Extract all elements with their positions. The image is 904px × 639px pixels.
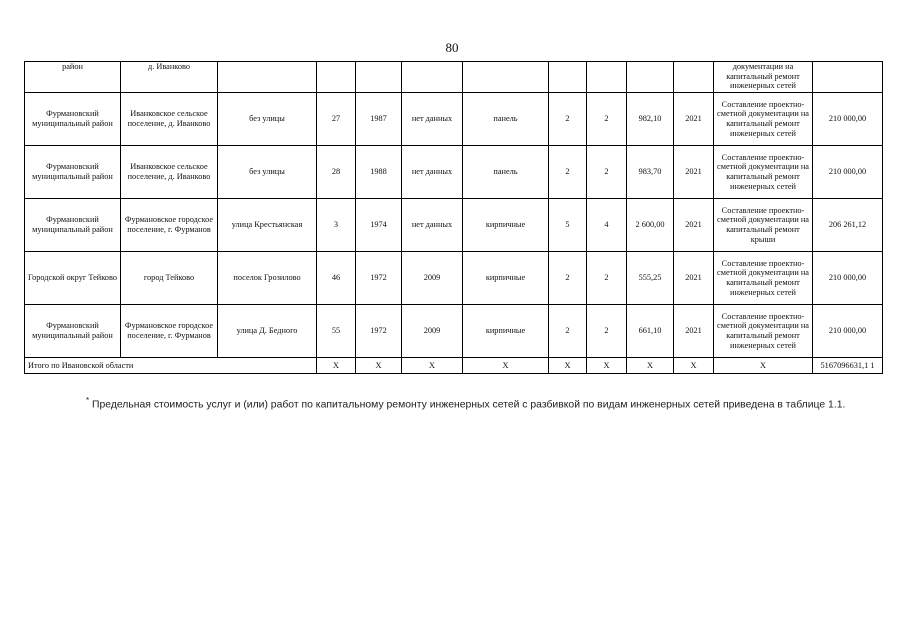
cell-floors: 2: [549, 146, 587, 199]
cell-wall-material: кирпичные: [463, 305, 549, 358]
cell-street: улица Д. Бедного: [218, 305, 317, 358]
cell-house-number: 3: [317, 199, 356, 252]
cell-cost: 210 000,00: [813, 252, 883, 305]
cell-district: Фурмановский муниципальный район: [25, 305, 121, 358]
cell-district: Фурмановский муниципальный район: [25, 199, 121, 252]
cell-house-number: [317, 62, 356, 93]
cell-floors: 2: [549, 252, 587, 305]
cell-entrances: 2: [587, 93, 627, 146]
total-cell-x: X: [627, 358, 674, 374]
cell-district: Городской округ Тейково: [25, 252, 121, 305]
cell-year: 2021: [674, 252, 714, 305]
table-row: [25, 199, 883, 252]
total-label: Итого по Ивановской области: [25, 358, 317, 374]
cell-settlement: Фурмановское городское поселение, г. Фурманов: [121, 199, 218, 252]
cell-cost: 210 000,00: [813, 146, 883, 199]
cell-wall-material: кирпичные: [463, 252, 549, 305]
footnote: [60, 393, 850, 412]
cell-street: улица Крестьянская: [218, 199, 317, 252]
total-cell-x: X: [674, 358, 714, 374]
cell-cost: 210 000,00: [813, 93, 883, 146]
cell-district: район: [25, 62, 121, 93]
cell-wall-material: [463, 62, 549, 93]
cell-year: 2021: [674, 199, 714, 252]
cell-floors: 2: [549, 305, 587, 358]
cell-renovation-year: [402, 62, 463, 93]
cell-entrances: [587, 62, 627, 93]
cell-floors: 2: [549, 93, 587, 146]
cell-entrances: 2: [587, 305, 627, 358]
cell-renovation-year: нет данных: [402, 146, 463, 199]
table-row: [25, 93, 883, 146]
total-cell-x: X: [587, 358, 627, 374]
cell-build-year: 1972: [356, 305, 402, 358]
cell-build-year: 1988: [356, 146, 402, 199]
cell-settlement: Фурмановское городское поселение, г. Фурманов: [121, 305, 218, 358]
cell-house-number: 28: [317, 146, 356, 199]
cell-work-type: Составление проектно-сметной документации на капитальный ремонт инженерных сетей: [714, 146, 813, 199]
cell-area: 661,10: [627, 305, 674, 358]
table-row: [25, 252, 883, 305]
cell-year: 2021: [674, 146, 714, 199]
footnote-text: Предельная стоимость услуг и (или) работ по капитальному ремонту инженерных сетей с разбивкой по видам инженерных сетей приведена в таблице 1.1.: [92, 399, 846, 411]
cell-district: Фурмановский муниципальный район: [25, 93, 121, 146]
cell-street: [218, 62, 317, 93]
cell-street: поселок Грозилово: [218, 252, 317, 305]
cell-work-type: Составление проектно-сметной документации на капитальный ремонт инженерных сетей: [714, 93, 813, 146]
cell-wall-material: панель: [463, 146, 549, 199]
cell-area: 2 600,00: [627, 199, 674, 252]
cell-build-year: 1987: [356, 93, 402, 146]
cell-wall-material: кирпичные: [463, 199, 549, 252]
cell-house-number: 55: [317, 305, 356, 358]
cell-entrances: 2: [587, 146, 627, 199]
cell-entrances: 2: [587, 252, 627, 305]
cell-entrances: 4: [587, 199, 627, 252]
total-row: [25, 358, 883, 374]
cell-settlement: Иванковское сельское поселение, д. Иванково: [121, 93, 218, 146]
cell-renovation-year: нет данных: [402, 93, 463, 146]
cell-build-year: [356, 62, 402, 93]
cell-cost: 210 000,00: [813, 305, 883, 358]
total-cell-x: X: [463, 358, 549, 374]
cell-house-number: 27: [317, 93, 356, 146]
page-number: 80: [445, 40, 459, 55]
cell-renovation-year: 2009: [402, 252, 463, 305]
cell-settlement: город Тейково: [121, 252, 218, 305]
total-cell-x: X: [402, 358, 463, 374]
cell-build-year: 1974: [356, 199, 402, 252]
table-row: [25, 62, 883, 93]
cell-renovation-year: нет данных: [402, 199, 463, 252]
cell-work-type: документации на капитальный ремонт инженерных сетей: [714, 62, 813, 93]
footnote-marker: *: [86, 396, 90, 405]
cell-district: Фурмановский муниципальный район: [25, 146, 121, 199]
table-row: [25, 146, 883, 199]
registry-table: [24, 61, 883, 374]
total-cell-x: X: [714, 358, 813, 374]
cell-renovation-year: 2009: [402, 305, 463, 358]
cell-street: без улицы: [218, 93, 317, 146]
cell-area: 982,10: [627, 93, 674, 146]
cell-area: 983,70: [627, 146, 674, 199]
cell-settlement: д. Иванково: [121, 62, 218, 93]
cell-work-type: Составление проектно-сметной документации на капитальный ремонт инженерных сетей: [714, 305, 813, 358]
cell-area: [627, 62, 674, 93]
cell-year: 2021: [674, 305, 714, 358]
cell-settlement: Иванковское сельское поселение, д. Иванково: [121, 146, 218, 199]
cell-work-type: Составление проектно-сметной документации на капитальный ремонт крыши: [714, 199, 813, 252]
cell-cost: [813, 62, 883, 93]
cell-year: [674, 62, 714, 93]
total-cell-x: X: [356, 358, 402, 374]
cell-area: 555,25: [627, 252, 674, 305]
cell-cost: 206 261,12: [813, 199, 883, 252]
cell-work-type: Составление проектно-сметной документации на капитальный ремонт инженерных сетей: [714, 252, 813, 305]
table-row: [25, 305, 883, 358]
cell-build-year: 1972: [356, 252, 402, 305]
cell-year: 2021: [674, 93, 714, 146]
cell-floors: 5: [549, 199, 587, 252]
total-sum: 5167096631,1 1: [813, 358, 883, 374]
cell-house-number: 46: [317, 252, 356, 305]
total-cell-x: X: [317, 358, 356, 374]
cell-street: без улицы: [218, 146, 317, 199]
cell-wall-material: панель: [463, 93, 549, 146]
cell-floors: [549, 62, 587, 93]
total-cell-x: X: [549, 358, 587, 374]
